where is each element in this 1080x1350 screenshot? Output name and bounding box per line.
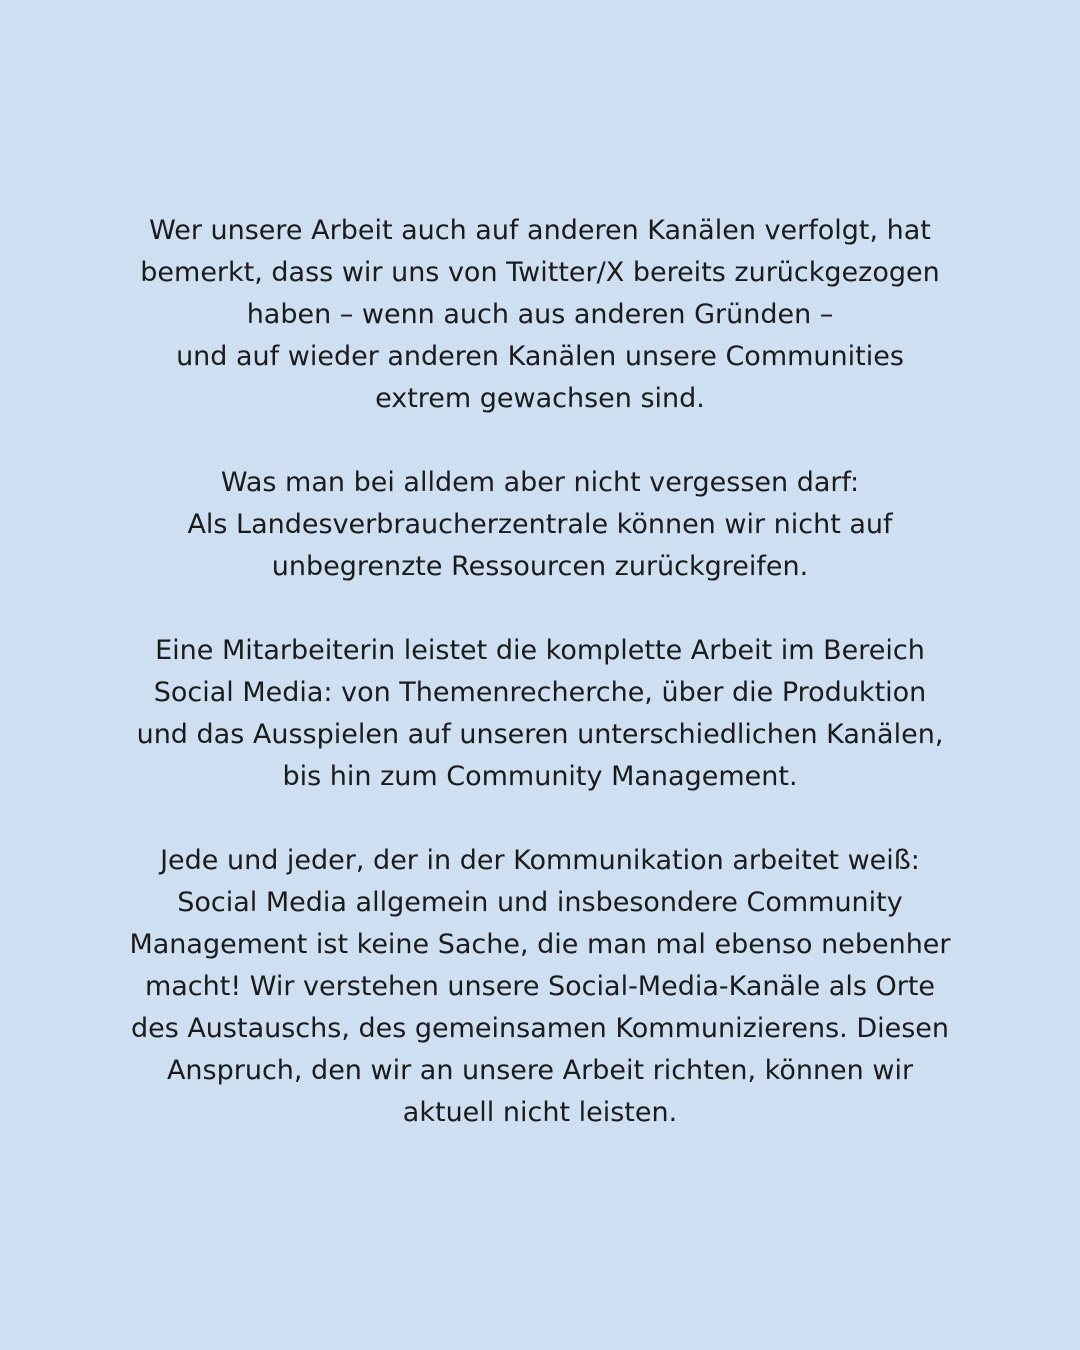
- text-line: Eine Mitarbeiterin leistet die komplette Arbeit im Bereich: [155, 635, 925, 666]
- paragraph-staff: [90, 630, 990, 798]
- body-text: [90, 210, 990, 1134]
- text-line: bis hin zum Community Management.: [282, 761, 798, 792]
- paragraph-channels: [90, 210, 990, 420]
- text-line: Wer unsere Arbeit auch auf anderen Kanälen verfolgt, hat: [149, 215, 931, 246]
- text-line: Management ist keine Sache, die man mal ebenso nebenher: [129, 929, 951, 960]
- text-line: Social Media: von Themenrecherche, über die Produktion: [153, 677, 927, 708]
- paragraph-community-management: [90, 840, 990, 1134]
- text-line: Als Landesverbraucherzentrale können wir nicht auf: [187, 509, 893, 540]
- text-line: unbegrenzte Ressourcen zurückgreifen.: [271, 551, 809, 582]
- text-line: macht! Wir verstehen unsere Social-Media-Kanäle als Orte: [144, 971, 936, 1002]
- text-line: bemerkt, dass wir uns von Twitter/X bereits zurückgezogen: [140, 257, 940, 288]
- text-line: und das Ausspielen auf unseren unterschiedlichen Kanälen,: [136, 719, 944, 750]
- paragraph-resources: [90, 462, 990, 588]
- text-line: des Austauschs, des gemeinsamen Kommunizierens. Diesen: [130, 1013, 950, 1044]
- text-line: Was man bei alldem aber nicht vergessen darf:: [220, 467, 860, 498]
- text-line: Anspruch, den wir an unsere Arbeit richten, können wir: [166, 1055, 914, 1086]
- text-line: Social Media allgemein und insbesondere Community: [177, 887, 903, 918]
- text-line: haben – wenn auch aus anderen Gründen –: [246, 299, 834, 330]
- text-line: extrem gewachsen sind.: [375, 383, 705, 414]
- text-line: und auf wieder anderen Kanälen unsere Communities: [176, 341, 904, 372]
- text-line: Jede und jeder, der in der Kommunikation arbeitet weiß:: [160, 845, 920, 876]
- text-line: aktuell nicht leisten.: [402, 1097, 678, 1128]
